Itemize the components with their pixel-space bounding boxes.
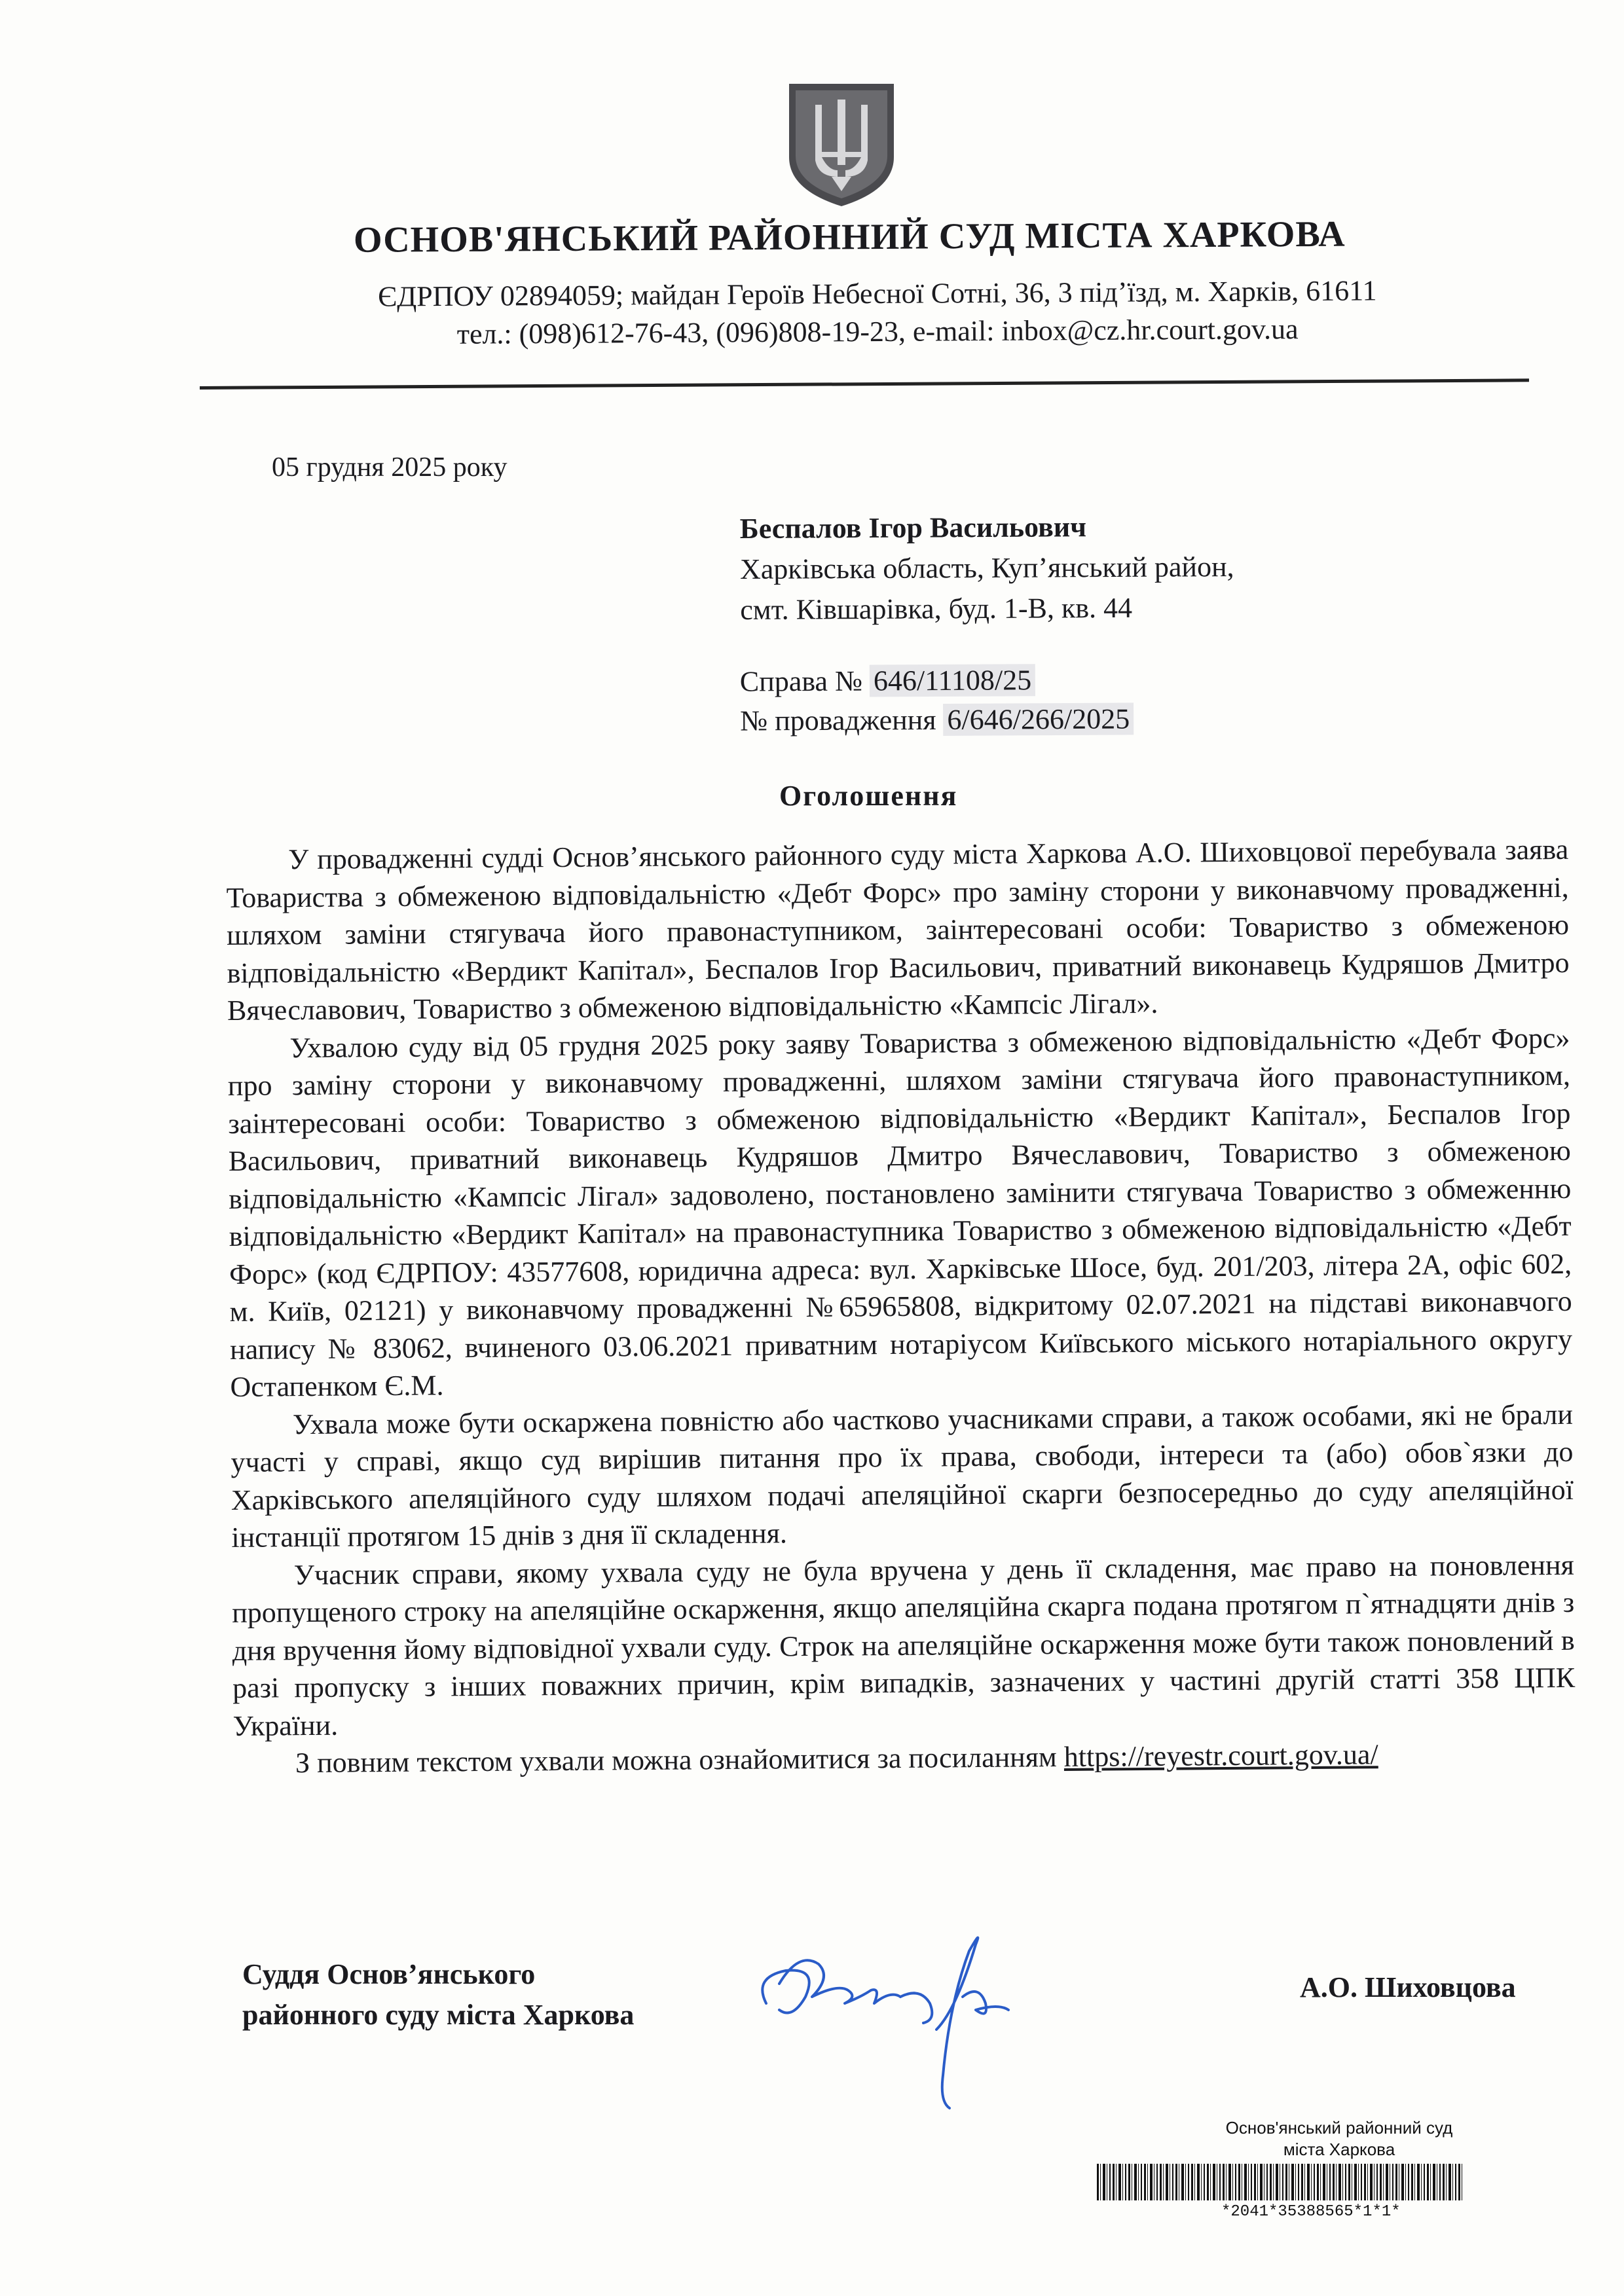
document-date: 05 грудня 2025 року bbox=[272, 452, 507, 483]
judge-name: А.О. Шиховцова bbox=[1300, 1971, 1516, 2003]
recipient-block bbox=[740, 506, 1235, 630]
paragraph-3: Ухвала може бути оскаржена повністю або частково учасниками справи, а також особами, які не брали участі у справі, якщо суд вирішив питання про їх права, свободи, інтереси та (або) обов`язки до Харківського апеляційного суду шляхом подачі апеляційної скарги безпосередньо до суду апеляційної інстанції протягом 15 днів з дня її складення. bbox=[231, 1398, 1574, 1554]
proceeding-number: 6/646/266/2025 bbox=[943, 702, 1134, 736]
recipient-address-line2: смт. Ківшарівка, буд. 1-В, кв. 44 bbox=[740, 591, 1133, 626]
judge-title-line2: районного суду міста Харкова bbox=[242, 1999, 635, 2031]
barcode-code: *2041*35388565*1*1* bbox=[1221, 2203, 1401, 2221]
stamp-line2: міста Харкова bbox=[1283, 2140, 1395, 2159]
case-label: Справа № bbox=[739, 665, 863, 698]
announcement-body bbox=[226, 831, 1576, 1783]
registry-link-text: З повним текстом ухвали можна ознайомитися за посиланням bbox=[295, 1741, 1057, 1779]
stamp-line1: Основ'янський районний суд bbox=[1225, 2118, 1453, 2138]
announcement-title: Оголошення bbox=[779, 780, 958, 812]
case-number-row bbox=[740, 660, 1134, 701]
court-name: ОСНОВ'ЯНСЬКИЙ РАЙОННИЙ СУД МІСТА ХАРКОВА bbox=[353, 213, 1346, 261]
paragraph-2: Ухвалою суду від 05 грудня 2025 року заяву Товариства з обмеженою відповідальністю «Дебт Форс» про заміну сторони у виконавчому провадженні, шляхом заміни стягувача його правонаступником, заінтересовані особи: Товариство з обмеженою відповідальністю «Вердикт Капітал», Беспалов Ігор Васильович, приватний виконавець Кудряшов Дмитро Вячеславович, Товариство з обмеженою відповідальністю «Кампсіс Лігал» задоволено, постановлено замінити стягувача Товариство з обмеженню відповідальністю «Вердикт Капітал» на правонаступника Товариство з обмеженою відповідальністю «Дебт Форс» (код ЄДРПОУ: 43577608, юридична адреса: вул. Харківське Шосе, буд. 201/203, літера 2А, офіс 602, м. Київ, 02121) у виконавчому провадженні №65965808, відкритому 02.07.2021 на підставі виконавчого напису № 83062, вчиненого 03.06.2021 приватним нотаріусом Київського міського нотаріального округу Остапенком Є.М. bbox=[227, 1021, 1573, 1403]
barcode-image bbox=[1097, 2164, 1464, 2200]
proceeding-number-row bbox=[740, 699, 1134, 740]
case-block bbox=[740, 660, 1134, 740]
court-contacts: тел.: (098)612-76-43, (096)808-19-23, e-mail: inbox@cz.hr.court.gov.ua bbox=[456, 313, 1299, 350]
recipient-address-line1: Харківська область, Куп’янський район, bbox=[739, 551, 1234, 585]
header-divider bbox=[200, 378, 1529, 390]
case-number: 646/11108/25 bbox=[870, 664, 1035, 697]
registry-link[interactable]: https://reyestr.court.gov.ua/ bbox=[1063, 1738, 1378, 1773]
signature-image bbox=[740, 1905, 1067, 2115]
ukraine-trident-icon bbox=[783, 79, 900, 210]
court-details bbox=[314, 272, 1441, 355]
court-registry-address: ЄДРПОУ 02894059; майдан Героїв Небесної Сотні, 36, 3 під’їзд, м. Харків, 61611 bbox=[377, 274, 1377, 313]
judge-title-line1: Суддя Основ’янського bbox=[242, 1958, 536, 1990]
recipient-name: Беспалов Ігор Васильович bbox=[739, 511, 1087, 545]
registration-stamp bbox=[1084, 2118, 1555, 2221]
paragraph-4: Учасник справи, якому ухвала суду не була вручена у день її складення, має право на поновлення пропущеного строку на апеляційне оскарження, якщо апеляційна скарга подана протягом п`ятнадцяти днів з дня вручення йому відповідної ухвали суду. Строк на апеляційне оскарження може бути також поновлений в разі пропуску з інших поважних причин, крім випадків, зазначених у частині другій статті 358 ЦПК України. bbox=[232, 1548, 1576, 1742]
judge-title bbox=[242, 1954, 634, 2035]
proceeding-label: № провадження bbox=[740, 704, 936, 737]
paragraph-1: У провадженні судді Основ’янського районного суду міста Харкова А.О. Шиховцової перебувала заява Товариства з обмеженою відповідальністю «Дебт Форс» про заміну сторони у виконавчому провадженні, шляхом заміни стягувача його правонаступником, заінтересовані особи: Товариство з обмеженою відповідальністю «Вердикт Капітал», Беспалов Ігор Васильович, приватний виконавець Кудряшов Дмитро Вячеславович, Товариство з обмеженою відповідальністю «Кампсіс Лігал». bbox=[226, 833, 1570, 1027]
